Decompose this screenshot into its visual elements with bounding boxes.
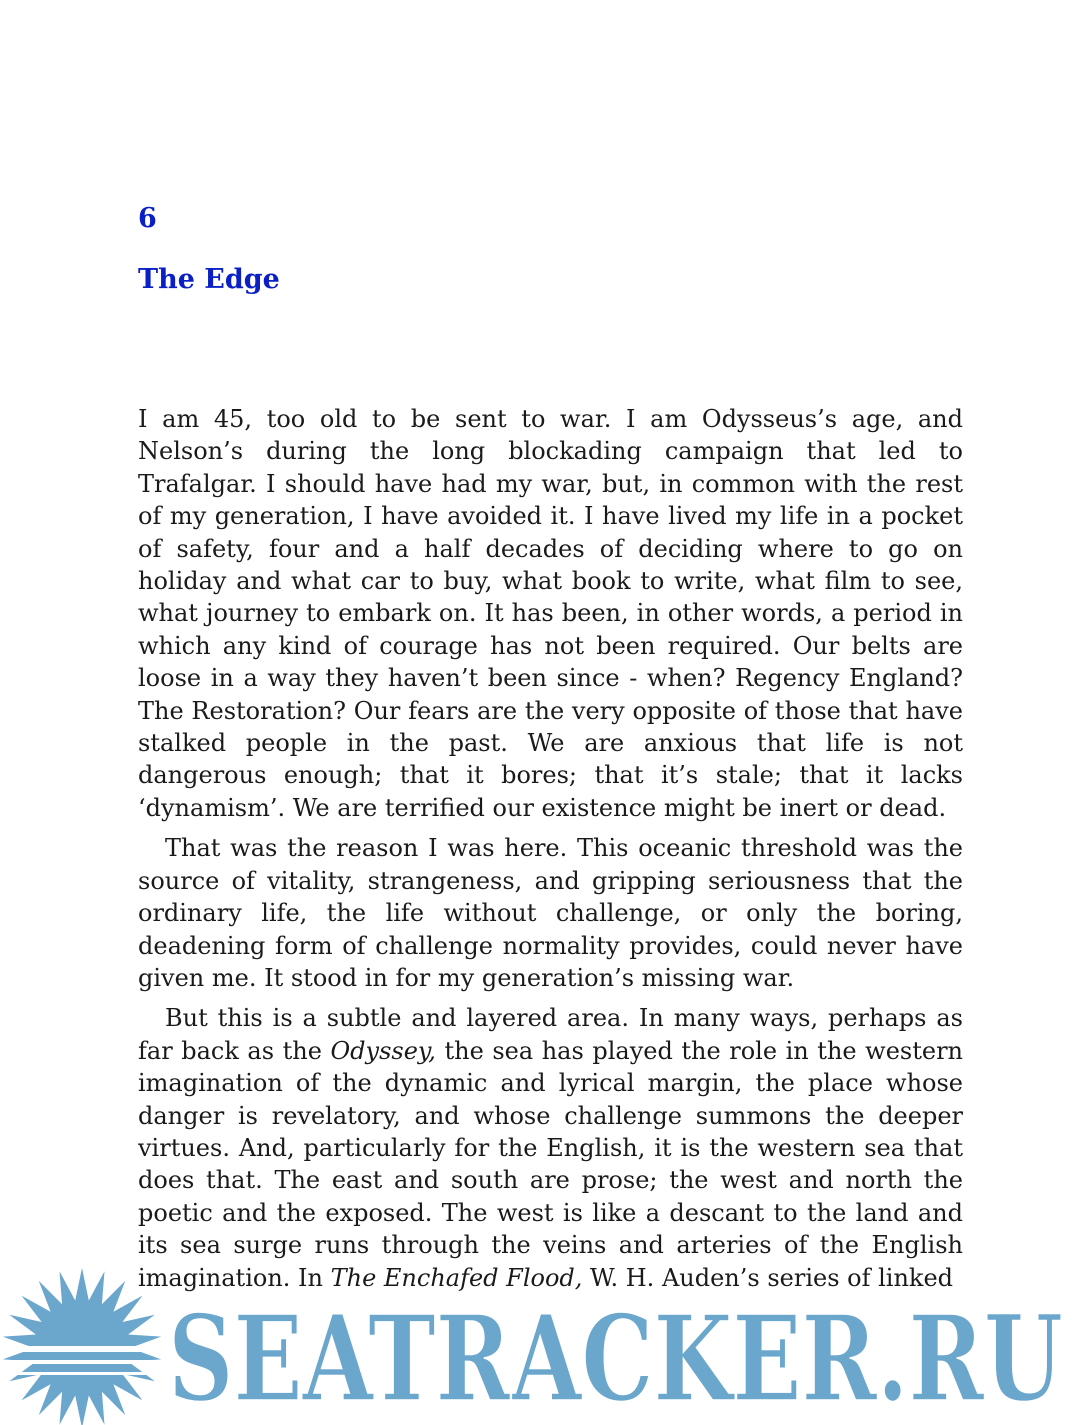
book-title-enchafed-flood: The Enchafed Flood, [330,1263,583,1292]
paragraph-segment: That was the reason I was here. This oceanic threshold was the source of vitality, strangeness, and gripping seriousness that the ordinary life, the life without challenge, or only the boring, deadening form of challenge normality provides, could never have given me. It stood in for my generation’s missing war. [138,834,963,992]
sun-icon [0,1268,170,1425]
watermark-text: SEATRACKER.RU [168,1289,1063,1425]
book-title-odyssey: Odyssey, [330,1036,436,1065]
paragraph-segment: W. H. Auden’s series of linked [582,1263,954,1292]
paragraph-segment: the sea has played the role in the western imagination of the dynamic and lyrical margin, the place whose danger is revelatory, and whose challenge summons the deeper virtues. And, particularly for the English, it is the western sea that does that. The east and south are prose; the west and north the poetic and the exposed. The west is like a descant to the land and its sea surge runs through the veins and arteries of the English imagination. In [138,1036,964,1292]
chapter-number: 6 [138,203,157,234]
paragraph-segment: I am 45, too old to be sent to war. I am Odysseus’s age, and Nelson’s during the long blockading campaign that led to Trafalgar. I should have had my war, but, in common with the rest of my generation, I have avoided it. I have lived my life in a pocket of safety, four and a half decades of deciding where to go on holiday and what car to buy, what book to write, what film to see, what journey to embark on. It has been, in other words, a period in which any kind of courage has not been required. Our belts are loose in a way they haven’t been since - when? Regency England? The Restoration? Our fears are the very opposite of those that have stalked people in the past. We are anxious that life is not dangerous enough; that it bores; that it’s stale; that it lacks ‘dynamism’. We are terrified our existence might be inert or dead. [138,405,963,822]
chapter-body [138,403,963,1302]
watermark [0,1262,1080,1425]
paragraph-2 [138,832,963,994]
paragraph-segment: But this is a subtle and layered area. In many ways, perhaps as far back as the [138,1004,963,1065]
paragraph-3 [138,1002,963,1294]
paragraph-1 [138,403,963,824]
chapter-title: The Edge [138,264,280,295]
